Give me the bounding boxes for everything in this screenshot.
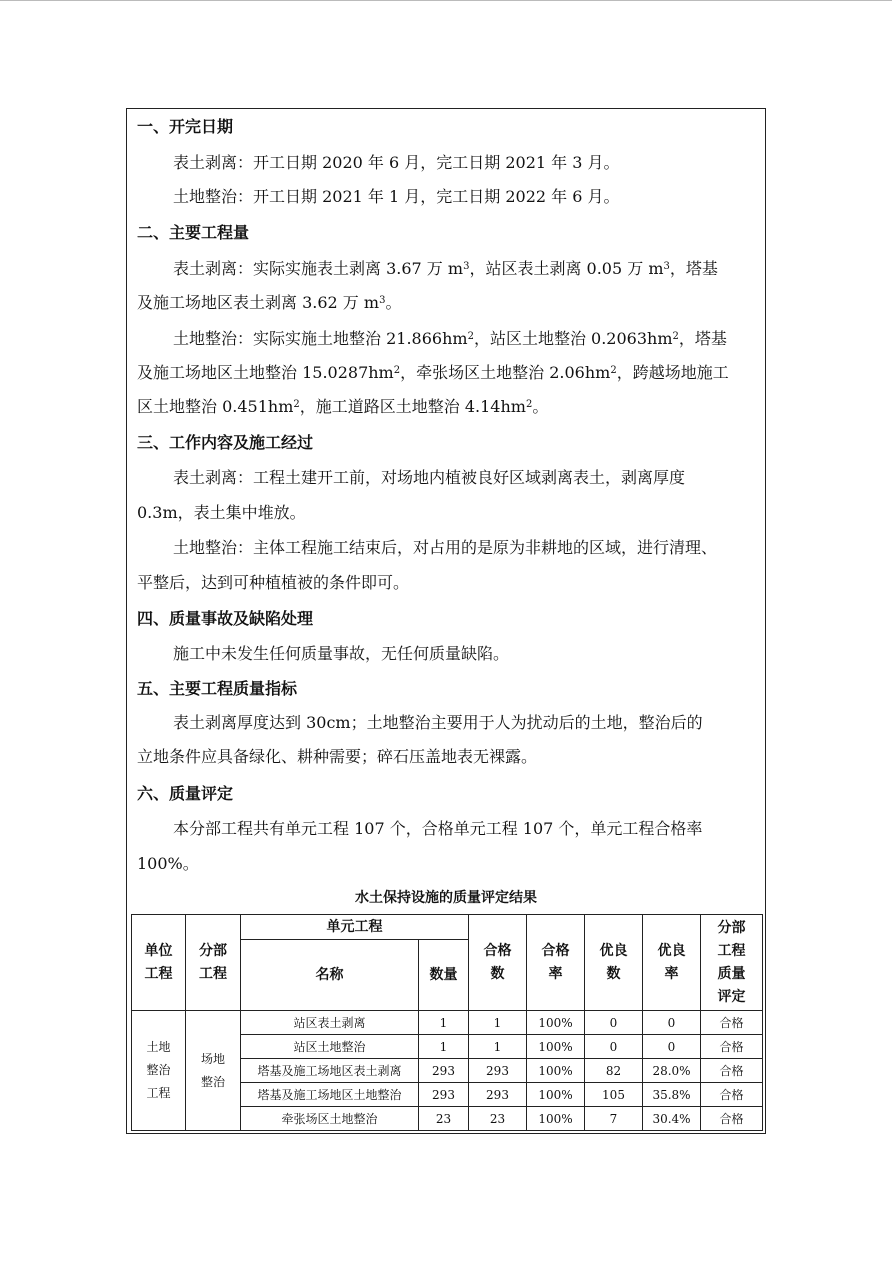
- cell-name: 塔基及施工场地区表土剥离: [241, 1059, 419, 1083]
- section-3-p2-line-2: 平整后，达到可种植植被的条件即可。: [137, 573, 410, 592]
- cell-excellent-count: 0: [585, 1035, 643, 1059]
- section-2-p2-line-3: 区土地整治 $0.451hm^2$，施工道路区土地整治 $4.14hm^2$。: [137, 397, 549, 416]
- header-qualified-rate: 合格 率: [527, 915, 585, 1011]
- section-2-heading: 二、主要工程量: [137, 223, 250, 242]
- section-3-p2-line-1: 土地整治：主体工程施工结束后，对占用的是原为非耕地的区域，进行清理、: [173, 538, 718, 557]
- section-6-line-1: 本分部工程共有单元工程 107 个，合格单元工程 107 个，单元工程合格率: [173, 819, 703, 838]
- page-top-border: [0, 0, 892, 1]
- group-sub-project: 场地 整治: [186, 1011, 241, 1131]
- section-1-line-2: 土地整治：开工日期 2021 年 1 月，完工日期 2022 年 6 月。: [173, 187, 620, 206]
- cell-excellent-rate: 0: [643, 1011, 701, 1035]
- section-1-heading: 一、开完日期: [137, 117, 234, 136]
- cell-name: 牵张场区土地整治: [241, 1107, 419, 1131]
- table-title: 水土保持设施的质量评定结果: [355, 890, 537, 906]
- section-5-line-1: 表土剥离厚度达到 30cm；土地整治主要用于人为扰动后的土地，整治后的: [173, 713, 703, 732]
- cell-excellent-count: 7: [585, 1107, 643, 1131]
- header-count: 数量: [419, 940, 469, 1011]
- cell-qualified-count: 23: [469, 1107, 527, 1131]
- cell-excellent-count: 82: [585, 1059, 643, 1083]
- cell-qualified-rate: 100%: [527, 1011, 585, 1035]
- cell-excellent-rate: 0: [643, 1035, 701, 1059]
- cell-assessment: 合格: [701, 1083, 763, 1107]
- header-qualified-count: 合格 数: [469, 915, 527, 1011]
- cell-count: 293: [419, 1083, 469, 1107]
- header-sub-project: 分部 工程: [186, 915, 241, 1011]
- cell-excellent-rate: 35.8%: [643, 1083, 701, 1107]
- quality-assessment-table: [131, 914, 763, 1131]
- cell-qualified-count: 293: [469, 1083, 527, 1107]
- section-5-heading: 五、主要工程质量指标: [137, 679, 298, 698]
- cell-qualified-count: 1: [469, 1035, 527, 1059]
- section-6-heading: 六、质量评定: [137, 784, 234, 803]
- cell-assessment: 合格: [701, 1059, 763, 1083]
- header-unit-works: 单元工程: [241, 915, 469, 940]
- section-3-p1-line-2: 0.3m，表土集中堆放。: [137, 503, 306, 522]
- cell-qualified-count: 293: [469, 1059, 527, 1083]
- cell-name: 站区土地整治: [241, 1035, 419, 1059]
- cell-assessment: 合格: [701, 1107, 763, 1131]
- header-unit-project: 单位 工程: [132, 915, 186, 1011]
- cell-qualified-rate: 100%: [527, 1107, 585, 1131]
- cell-name: 塔基及施工场地区土地整治: [241, 1083, 419, 1107]
- section-2-p2-line-1: 土地整治：实际实施土地整治 $21.866hm^2$，站区土地整治 $0.2063hm^2$，塔基: [173, 329, 727, 348]
- cell-excellent-count: 105: [585, 1083, 643, 1107]
- section-2-p2-line-2: 及施工场地区土地整治 $15.0287hm^2$，牵张场区土地整治 $2.06hm^2$，跨越场地施工: [137, 363, 729, 382]
- cell-qualified-count: 1: [469, 1011, 527, 1035]
- section-6-line-2: 100%。: [137, 854, 199, 873]
- cell-count: 1: [419, 1035, 469, 1059]
- cell-count: 1: [419, 1011, 469, 1035]
- cell-count: 293: [419, 1059, 469, 1083]
- section-1-line-1: 表土剥离：开工日期 2020 年 6 月，完工日期 2021 年 3 月。: [173, 153, 620, 172]
- header-excellent-count: 优良 数: [585, 915, 643, 1011]
- section-2-p1-line-1: 表土剥离：实际实施表土剥离 3.67 万 $m^3$，站区表土剥离 0.05 万 $m^3$，塔基: [173, 259, 718, 278]
- cell-qualified-rate: 100%: [527, 1083, 585, 1107]
- cell-assessment: 合格: [701, 1011, 763, 1035]
- header-name: 名称: [241, 940, 419, 1011]
- section-5-line-2: 立地条件应具备绿化、耕种需要；碎石压盖地表无裸露。: [137, 747, 538, 766]
- header-assessment: 分部 工程 质量 评定: [701, 915, 763, 1011]
- cell-qualified-rate: 100%: [527, 1035, 585, 1059]
- section-4-line-1: 施工中未发生任何质量事故，无任何质量缺陷。: [173, 644, 510, 663]
- cell-count: 23: [419, 1107, 469, 1131]
- cell-excellent-rate: 30.4%: [643, 1107, 701, 1131]
- section-3-p1-line-1: 表土剥离：工程土建开工前，对场地内植被良好区域剥离表土，剥离厚度: [173, 468, 686, 487]
- cell-name: 站区表土剥离: [241, 1011, 419, 1035]
- cell-assessment: 合格: [701, 1035, 763, 1059]
- cell-excellent-count: 0: [585, 1011, 643, 1035]
- table-row: [132, 1011, 763, 1035]
- header-excellent-rate: 优良 率: [643, 915, 701, 1011]
- section-4-heading: 四、质量事故及缺陷处理: [137, 609, 314, 628]
- cell-excellent-rate: 28.0%: [643, 1059, 701, 1083]
- section-2-p1-line-2: 及施工场地区表土剥离 3.62 万 $m^3$。: [137, 293, 402, 312]
- cell-qualified-rate: 100%: [527, 1059, 585, 1083]
- group-unit-project: 土地 整治 工程: [132, 1011, 186, 1131]
- section-3-heading: 三、工作内容及施工经过: [137, 433, 314, 452]
